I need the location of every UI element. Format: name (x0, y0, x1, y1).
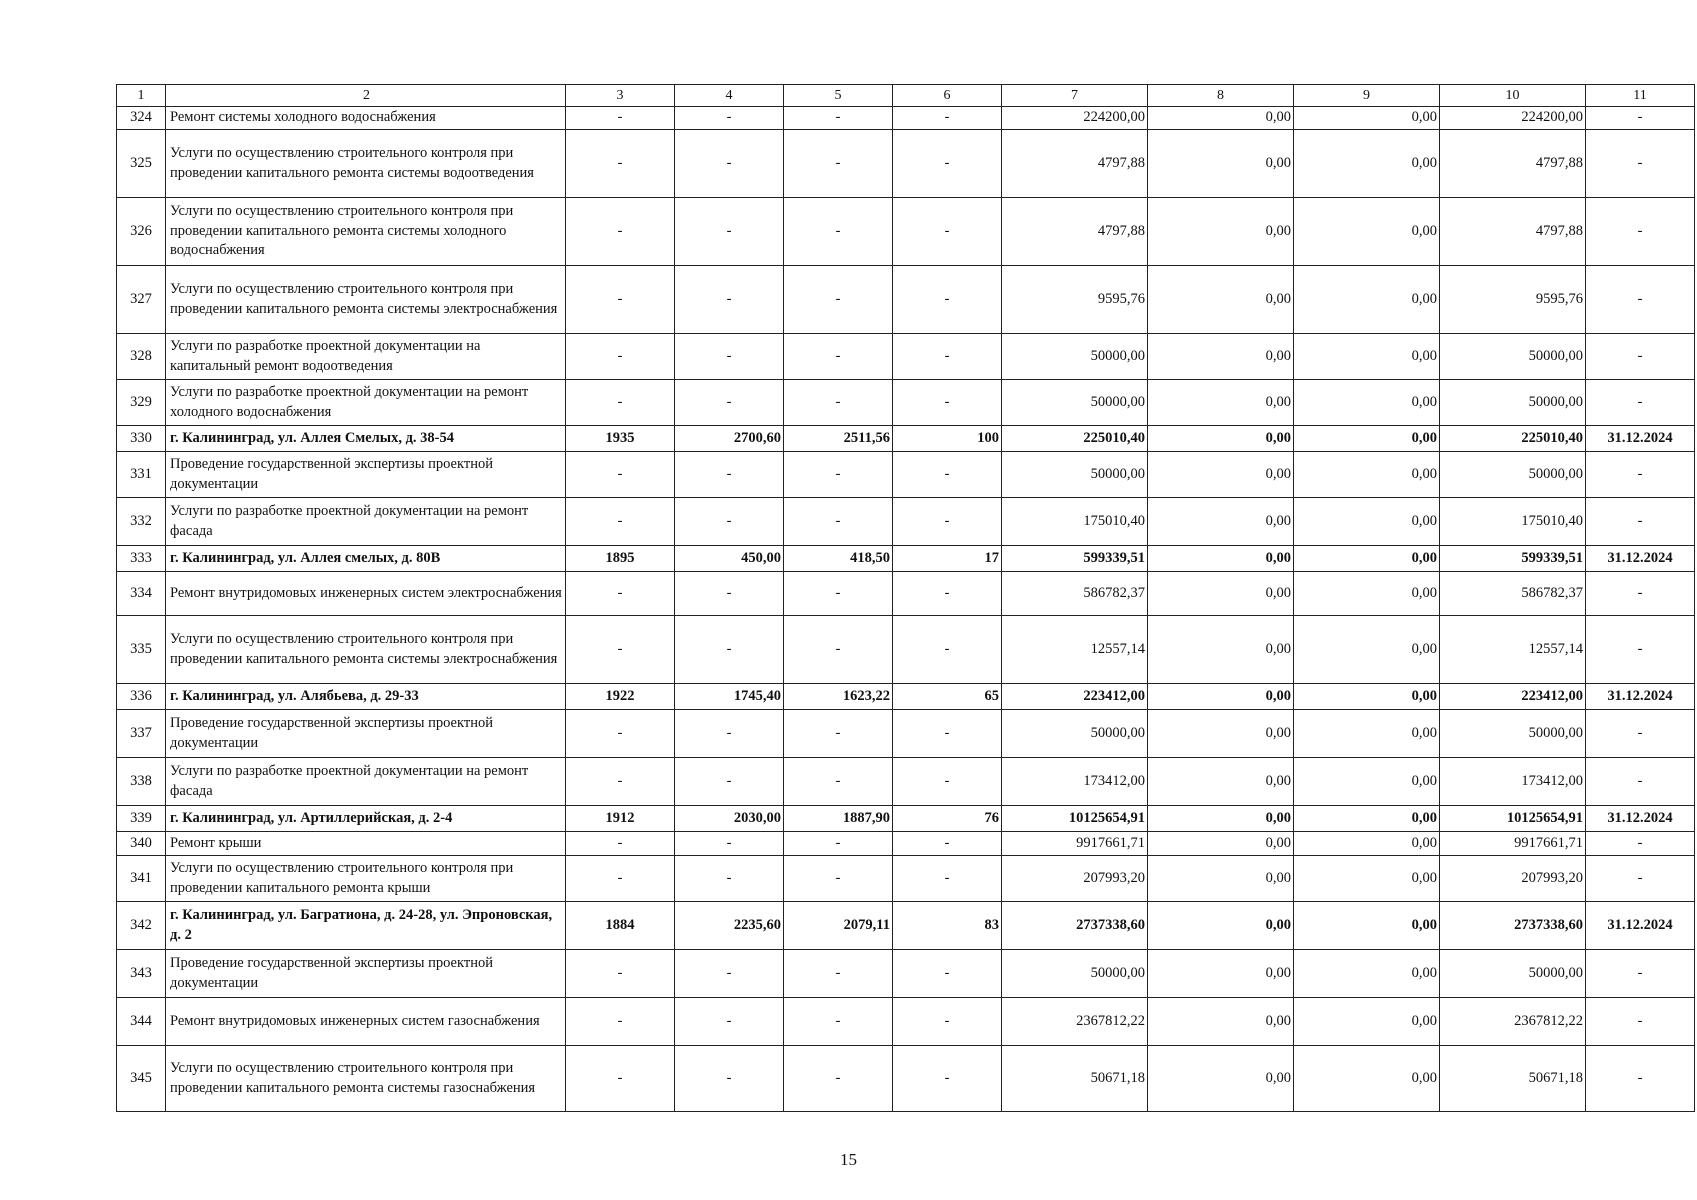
completion-date-cell: - (1586, 710, 1695, 758)
residents-count-cell: - (893, 130, 1002, 198)
work-description-cell: Проведение государственной экспертизы проектной документации (166, 710, 566, 758)
total-cost-cell: 4797,88 (1002, 130, 1148, 198)
residents-count-cell: - (893, 266, 1002, 334)
fund-cost-cell: 0,00 (1148, 546, 1294, 572)
work-description-cell: Проведение государственной экспертизы проектной документации (166, 950, 566, 998)
total-area-cell: - (675, 498, 784, 546)
fund-cost-cell: 0,00 (1148, 616, 1294, 684)
fund-cost-cell: 0,00 (1148, 832, 1294, 856)
living-area-cell: 2511,56 (784, 426, 893, 452)
total-cost-cell: 2737338,60 (1002, 902, 1148, 950)
budget-cost-cell: 0,00 (1294, 130, 1440, 198)
work-row (117, 950, 1695, 998)
work-row (117, 1046, 1695, 1112)
budget-cost-cell: 0,00 (1294, 684, 1440, 710)
work-row (117, 572, 1695, 616)
page-number: 15 (840, 1150, 857, 1169)
total-area-cell: - (675, 832, 784, 856)
total-area-cell: 2030,00 (675, 806, 784, 832)
work-description-cell: Услуги по осуществлению строительного контроля при проведении капитального ремонта системы электроснабжения (166, 266, 566, 334)
column-number-cell: 3 (566, 85, 675, 107)
living-area-cell: - (784, 758, 893, 806)
total-cost-cell: 12557,14 (1002, 616, 1148, 684)
owners-cost-cell: 223412,00 (1440, 684, 1586, 710)
completion-date-cell: - (1586, 380, 1695, 426)
completion-date-cell: - (1586, 198, 1695, 266)
work-row (117, 266, 1695, 334)
row-number-cell: 342 (117, 902, 166, 950)
work-row (117, 498, 1695, 546)
work-row (117, 832, 1695, 856)
year-cell: - (566, 950, 675, 998)
total-cost-cell: 50000,00 (1002, 710, 1148, 758)
budget-cost-cell: 0,00 (1294, 758, 1440, 806)
completion-date-cell: 31.12.2024 (1586, 806, 1695, 832)
year-cell: - (566, 616, 675, 684)
completion-date-cell: 31.12.2024 (1586, 546, 1695, 572)
address-row (117, 684, 1695, 710)
total-area-cell: - (675, 130, 784, 198)
work-description-cell: Услуги по осуществлению строительного контроля при проведении капитального ремонта системы водоотведения (166, 130, 566, 198)
total-area-cell: 2235,60 (675, 902, 784, 950)
budget-cost-cell: 0,00 (1294, 198, 1440, 266)
owners-cost-cell: 10125654,91 (1440, 806, 1586, 832)
budget-cost-cell: 0,00 (1294, 266, 1440, 334)
work-description-cell: Услуги по осуществлению строительного контроля при проведении капитального ремонта системы электроснабжения (166, 616, 566, 684)
work-row (117, 710, 1695, 758)
fund-cost-cell: 0,00 (1148, 498, 1294, 546)
total-area-cell: - (675, 1046, 784, 1112)
work-description-cell: Услуги по разработке проектной документации на ремонт холодного водоснабжения (166, 380, 566, 426)
row-number-cell: 329 (117, 380, 166, 426)
owners-cost-cell: 2367812,22 (1440, 998, 1586, 1046)
owners-cost-cell: 4797,88 (1440, 198, 1586, 266)
fund-cost-cell: 0,00 (1148, 130, 1294, 198)
row-number-cell: 341 (117, 856, 166, 902)
residents-count-cell: - (893, 498, 1002, 546)
year-cell: - (566, 334, 675, 380)
row-number-cell: 331 (117, 452, 166, 498)
residents-count-cell: - (893, 832, 1002, 856)
column-number-cell: 10 (1440, 85, 1586, 107)
living-area-cell: 1887,90 (784, 806, 893, 832)
row-number-cell: 340 (117, 832, 166, 856)
address-row (117, 546, 1695, 572)
budget-cost-cell: 0,00 (1294, 546, 1440, 572)
completion-date-cell: - (1586, 1046, 1695, 1112)
year-cell: 1922 (566, 684, 675, 710)
row-number-cell: 332 (117, 498, 166, 546)
residents-count-cell: 100 (893, 426, 1002, 452)
document-sheet (116, 84, 1673, 1112)
row-number-cell: 345 (117, 1046, 166, 1112)
completion-date-cell: - (1586, 758, 1695, 806)
year-cell: - (566, 107, 675, 130)
total-area-cell: - (675, 107, 784, 130)
row-number-cell: 335 (117, 616, 166, 684)
work-description-cell: г. Калининград, ул. Артиллерийская, д. 2-4 (166, 806, 566, 832)
address-row (117, 426, 1695, 452)
residents-count-cell: - (893, 572, 1002, 616)
fund-cost-cell: 0,00 (1148, 334, 1294, 380)
column-number-cell: 8 (1148, 85, 1294, 107)
column-number-cell: 9 (1294, 85, 1440, 107)
fund-cost-cell: 0,00 (1148, 998, 1294, 1046)
owners-cost-cell: 50000,00 (1440, 334, 1586, 380)
work-description-cell: Ремонт внутридомовых инженерных систем электроснабжения (166, 572, 566, 616)
fund-cost-cell: 0,00 (1148, 426, 1294, 452)
work-description-cell: Услуги по осуществлению строительного контроля при проведении капитального ремонта крыши (166, 856, 566, 902)
row-number-cell: 344 (117, 998, 166, 1046)
living-area-cell: - (784, 950, 893, 998)
total-cost-cell: 50000,00 (1002, 380, 1148, 426)
living-area-cell: - (784, 998, 893, 1046)
work-description-cell: Ремонт внутридомовых инженерных систем газоснабжения (166, 998, 566, 1046)
row-number-cell: 327 (117, 266, 166, 334)
total-area-cell: - (675, 856, 784, 902)
living-area-cell: - (784, 572, 893, 616)
living-area-cell: - (784, 1046, 893, 1112)
work-row (117, 107, 1695, 130)
row-number-cell: 328 (117, 334, 166, 380)
residents-count-cell: 65 (893, 684, 1002, 710)
total-area-cell: - (675, 616, 784, 684)
budget-cost-cell: 0,00 (1294, 950, 1440, 998)
living-area-cell: - (784, 198, 893, 266)
owners-cost-cell: 12557,14 (1440, 616, 1586, 684)
year-cell: - (566, 266, 675, 334)
column-number-cell: 4 (675, 85, 784, 107)
work-description-cell: Проведение государственной экспертизы проектной документации (166, 452, 566, 498)
completion-date-cell: 31.12.2024 (1586, 902, 1695, 950)
budget-cost-cell: 0,00 (1294, 832, 1440, 856)
total-area-cell: - (675, 758, 784, 806)
budget-cost-cell: 0,00 (1294, 998, 1440, 1046)
row-number-cell: 339 (117, 806, 166, 832)
year-cell: - (566, 856, 675, 902)
work-description-cell: Ремонт системы холодного водоснабжения (166, 107, 566, 130)
column-number-cell: 11 (1586, 85, 1695, 107)
year-cell: - (566, 1046, 675, 1112)
total-cost-cell: 175010,40 (1002, 498, 1148, 546)
owners-cost-cell: 9917661,71 (1440, 832, 1586, 856)
row-number-cell: 336 (117, 684, 166, 710)
table-body (117, 85, 1695, 1112)
work-description-cell: Услуги по разработке проектной документации на ремонт фасада (166, 498, 566, 546)
row-number-cell: 334 (117, 572, 166, 616)
budget-cost-cell: 0,00 (1294, 902, 1440, 950)
row-number-cell: 324 (117, 107, 166, 130)
completion-date-cell: 31.12.2024 (1586, 684, 1695, 710)
work-row (117, 856, 1695, 902)
year-cell: - (566, 452, 675, 498)
work-row (117, 334, 1695, 380)
owners-cost-cell: 50671,18 (1440, 1046, 1586, 1112)
work-row (117, 758, 1695, 806)
work-description-cell: г. Калининград, ул. Алябьева, д. 29-33 (166, 684, 566, 710)
residents-count-cell: - (893, 107, 1002, 130)
fund-cost-cell: 0,00 (1148, 1046, 1294, 1112)
budget-cost-cell: 0,00 (1294, 1046, 1440, 1112)
total-area-cell: - (675, 998, 784, 1046)
completion-date-cell: - (1586, 572, 1695, 616)
year-cell: - (566, 572, 675, 616)
year-cell: - (566, 198, 675, 266)
owners-cost-cell: 4797,88 (1440, 130, 1586, 198)
budget-cost-cell: 0,00 (1294, 572, 1440, 616)
row-number-cell: 337 (117, 710, 166, 758)
work-row (117, 130, 1695, 198)
completion-date-cell: - (1586, 452, 1695, 498)
work-row (117, 616, 1695, 684)
completion-date-cell: - (1586, 950, 1695, 998)
completion-date-cell: - (1586, 107, 1695, 130)
residents-count-cell: - (893, 950, 1002, 998)
fund-cost-cell: 0,00 (1148, 856, 1294, 902)
living-area-cell: - (784, 452, 893, 498)
year-cell: - (566, 758, 675, 806)
owners-cost-cell: 2737338,60 (1440, 902, 1586, 950)
fund-cost-cell: 0,00 (1148, 710, 1294, 758)
year-cell: - (566, 498, 675, 546)
budget-cost-cell: 0,00 (1294, 426, 1440, 452)
living-area-cell: - (784, 107, 893, 130)
budget-cost-cell: 0,00 (1294, 334, 1440, 380)
budget-cost-cell: 0,00 (1294, 856, 1440, 902)
total-area-cell: - (675, 198, 784, 266)
fund-cost-cell: 0,00 (1148, 266, 1294, 334)
living-area-cell: 2079,11 (784, 902, 893, 950)
completion-date-cell: - (1586, 266, 1695, 334)
budget-cost-cell: 0,00 (1294, 107, 1440, 130)
owners-cost-cell: 9595,76 (1440, 266, 1586, 334)
residents-count-cell: 76 (893, 806, 1002, 832)
fund-cost-cell: 0,00 (1148, 902, 1294, 950)
year-cell: - (566, 832, 675, 856)
completion-date-cell: - (1586, 856, 1695, 902)
living-area-cell: - (784, 710, 893, 758)
total-cost-cell: 9917661,71 (1002, 832, 1148, 856)
fund-cost-cell: 0,00 (1148, 806, 1294, 832)
total-cost-cell: 50671,18 (1002, 1046, 1148, 1112)
total-cost-cell: 225010,40 (1002, 426, 1148, 452)
total-cost-cell: 50000,00 (1002, 950, 1148, 998)
residents-count-cell: - (893, 710, 1002, 758)
row-number-cell: 338 (117, 758, 166, 806)
total-cost-cell: 2367812,22 (1002, 998, 1148, 1046)
living-area-cell: - (784, 498, 893, 546)
column-number-cell: 5 (784, 85, 893, 107)
column-number-cell: 6 (893, 85, 1002, 107)
year-cell: 1884 (566, 902, 675, 950)
column-number-row (117, 85, 1695, 107)
living-area-cell: - (784, 616, 893, 684)
year-cell: - (566, 130, 675, 198)
work-description-cell: Услуги по разработке проектной документации на капитальный ремонт водоотведения (166, 334, 566, 380)
work-row (117, 452, 1695, 498)
total-area-cell: - (675, 452, 784, 498)
living-area-cell: 1623,22 (784, 684, 893, 710)
total-cost-cell: 599339,51 (1002, 546, 1148, 572)
owners-cost-cell: 586782,37 (1440, 572, 1586, 616)
residents-count-cell: - (893, 998, 1002, 1046)
residents-count-cell: - (893, 334, 1002, 380)
work-description-cell: г. Калининград, ул. Багратиона, д. 24-28, ул. Эпроновская, д. 2 (166, 902, 566, 950)
fund-cost-cell: 0,00 (1148, 758, 1294, 806)
completion-date-cell: - (1586, 130, 1695, 198)
address-row (117, 902, 1695, 950)
budget-cost-cell: 0,00 (1294, 806, 1440, 832)
total-area-cell: - (675, 266, 784, 334)
residents-count-cell: 17 (893, 546, 1002, 572)
year-cell: - (566, 380, 675, 426)
completion-date-cell: - (1586, 334, 1695, 380)
fund-cost-cell: 0,00 (1148, 380, 1294, 426)
living-area-cell: - (784, 380, 893, 426)
row-number-cell: 326 (117, 198, 166, 266)
year-cell: 1935 (566, 426, 675, 452)
total-cost-cell: 223412,00 (1002, 684, 1148, 710)
residents-count-cell: - (893, 856, 1002, 902)
year-cell: 1912 (566, 806, 675, 832)
fund-cost-cell: 0,00 (1148, 452, 1294, 498)
completion-date-cell: - (1586, 832, 1695, 856)
total-area-cell: 2700,60 (675, 426, 784, 452)
residents-count-cell: - (893, 758, 1002, 806)
total-area-cell: - (675, 710, 784, 758)
residents-count-cell: - (893, 198, 1002, 266)
total-cost-cell: 10125654,91 (1002, 806, 1148, 832)
repair-program-table (116, 84, 1695, 1112)
fund-cost-cell: 0,00 (1148, 684, 1294, 710)
total-cost-cell: 207993,20 (1002, 856, 1148, 902)
row-number-cell: 330 (117, 426, 166, 452)
owners-cost-cell: 50000,00 (1440, 452, 1586, 498)
year-cell: - (566, 998, 675, 1046)
completion-date-cell: - (1586, 498, 1695, 546)
total-cost-cell: 50000,00 (1002, 334, 1148, 380)
living-area-cell: - (784, 334, 893, 380)
owners-cost-cell: 50000,00 (1440, 380, 1586, 426)
owners-cost-cell: 175010,40 (1440, 498, 1586, 546)
total-area-cell: - (675, 572, 784, 616)
budget-cost-cell: 0,00 (1294, 380, 1440, 426)
fund-cost-cell: 0,00 (1148, 950, 1294, 998)
work-description-cell: Услуги по осуществлению строительного контроля при проведении капитального ремонта системы холодного водоснабжения (166, 198, 566, 266)
fund-cost-cell: 0,00 (1148, 572, 1294, 616)
budget-cost-cell: 0,00 (1294, 616, 1440, 684)
year-cell: 1895 (566, 546, 675, 572)
owners-cost-cell: 173412,00 (1440, 758, 1586, 806)
total-cost-cell: 4797,88 (1002, 198, 1148, 266)
total-area-cell: 450,00 (675, 546, 784, 572)
column-number-cell: 2 (166, 85, 566, 107)
living-area-cell: 418,50 (784, 546, 893, 572)
column-number-cell: 7 (1002, 85, 1148, 107)
residents-count-cell: - (893, 1046, 1002, 1112)
living-area-cell: - (784, 832, 893, 856)
residents-count-cell: - (893, 616, 1002, 684)
total-area-cell: - (675, 334, 784, 380)
total-area-cell: 1745,40 (675, 684, 784, 710)
living-area-cell: - (784, 130, 893, 198)
owners-cost-cell: 224200,00 (1440, 107, 1586, 130)
work-description-cell: Ремонт крыши (166, 832, 566, 856)
fund-cost-cell: 0,00 (1148, 198, 1294, 266)
completion-date-cell: 31.12.2024 (1586, 426, 1695, 452)
row-number-cell: 325 (117, 130, 166, 198)
fund-cost-cell: 0,00 (1148, 107, 1294, 130)
total-cost-cell: 50000,00 (1002, 452, 1148, 498)
total-area-cell: - (675, 950, 784, 998)
address-row (117, 806, 1695, 832)
work-description-cell: Услуги по разработке проектной документации на ремонт фасада (166, 758, 566, 806)
work-description-cell: Услуги по осуществлению строительного контроля при проведении капитального ремонта системы газоснабжения (166, 1046, 566, 1112)
completion-date-cell: - (1586, 616, 1695, 684)
living-area-cell: - (784, 266, 893, 334)
owners-cost-cell: 225010,40 (1440, 426, 1586, 452)
owners-cost-cell: 599339,51 (1440, 546, 1586, 572)
owners-cost-cell: 50000,00 (1440, 710, 1586, 758)
total-area-cell: - (675, 380, 784, 426)
work-row (117, 380, 1695, 426)
completion-date-cell: - (1586, 998, 1695, 1046)
budget-cost-cell: 0,00 (1294, 452, 1440, 498)
budget-cost-cell: 0,00 (1294, 498, 1440, 546)
owners-cost-cell: 207993,20 (1440, 856, 1586, 902)
work-row (117, 998, 1695, 1046)
total-cost-cell: 9595,76 (1002, 266, 1148, 334)
column-number-cell: 1 (117, 85, 166, 107)
total-cost-cell: 173412,00 (1002, 758, 1148, 806)
residents-count-cell: 83 (893, 902, 1002, 950)
residents-count-cell: - (893, 452, 1002, 498)
work-description-cell: г. Калининград, ул. Аллея Смелых, д. 38-54 (166, 426, 566, 452)
work-description-cell: г. Калининград, ул. Аллея смелых, д. 80В (166, 546, 566, 572)
row-number-cell: 343 (117, 950, 166, 998)
total-cost-cell: 586782,37 (1002, 572, 1148, 616)
work-row (117, 198, 1695, 266)
living-area-cell: - (784, 856, 893, 902)
residents-count-cell: - (893, 380, 1002, 426)
total-cost-cell: 224200,00 (1002, 107, 1148, 130)
budget-cost-cell: 0,00 (1294, 710, 1440, 758)
owners-cost-cell: 50000,00 (1440, 950, 1586, 998)
year-cell: - (566, 710, 675, 758)
row-number-cell: 333 (117, 546, 166, 572)
